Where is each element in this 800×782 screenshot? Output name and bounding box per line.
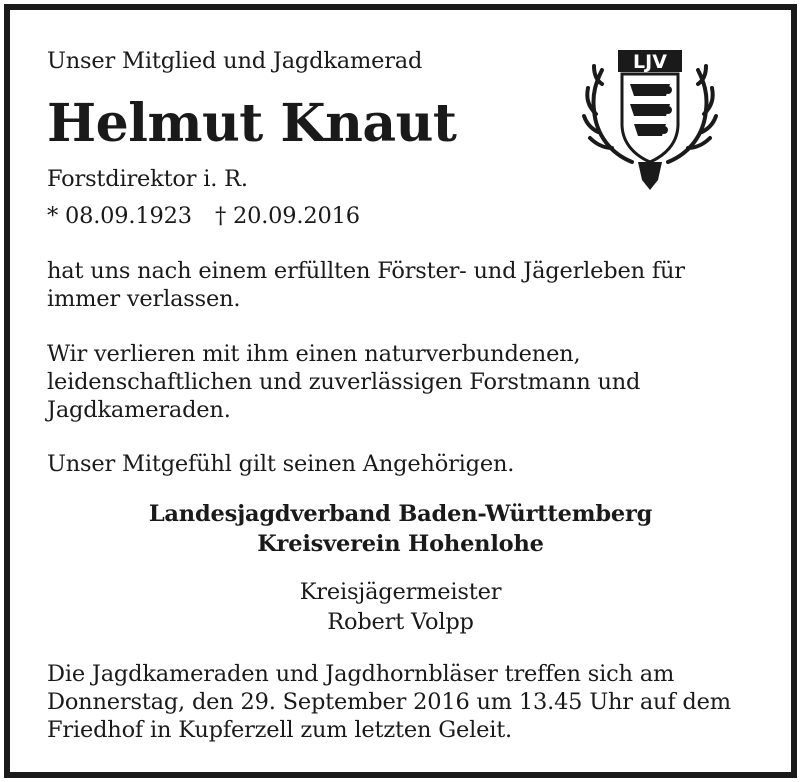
paragraph-funeral-info: Die Jagdkameraden und Jagdhornbläser treffen sich am Donnerstag, den 29. September 2016 um 13.45 Uhr auf dem Friedhof in Kupferzell zum letzten Geleit.: [47, 661, 731, 743]
ljv-crest-antlers-icon: [582, 44, 718, 194]
paragraph-departure: hat uns nach einem erfüllten Förster- und Jägerleben für immer verlassen.: [47, 258, 685, 312]
paragraph-tribute: Wir verlieren mit ihm einen naturverbundenen, leidenschaftlichen und zuverlässigen Forstmann und Jagdkameraden.: [47, 341, 641, 423]
death-date: † 20.09.2016: [215, 203, 360, 229]
signer-role: Kreisjägermeister: [299, 579, 502, 605]
organization-name: Landesjagdverband Baden-Württemberg: [148, 501, 653, 527]
deceased-name: Helmut Knaut: [47, 93, 457, 154]
birth-date: * 08.09.1923: [47, 203, 192, 229]
deceased-title: Forstdirektor i. R.: [47, 166, 248, 192]
signer-name: Robert Volpp: [327, 609, 474, 635]
obituary-notice: [4, 4, 797, 778]
logo-text: LJV: [633, 51, 667, 73]
paragraph-condolence: Unser Mitgefühl gilt seinen Angehörigen.: [47, 451, 515, 477]
organization-chapter: Kreisverein Hohenlohe: [257, 531, 544, 557]
intro-line: Unser Mitglied und Jagdkamerad: [47, 48, 423, 74]
